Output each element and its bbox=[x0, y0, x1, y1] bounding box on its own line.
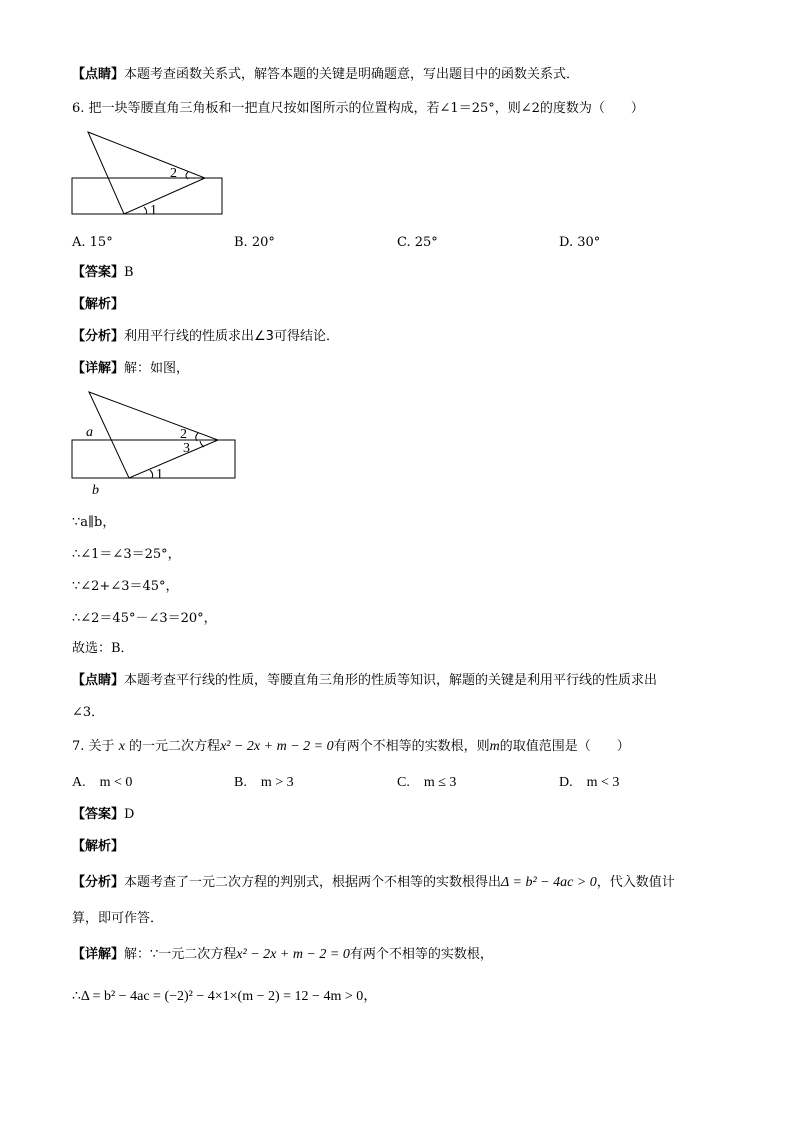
stem-post1: 有两个不相等的实数根，则 bbox=[333, 739, 490, 754]
analysis-tag: 【解析】 bbox=[72, 839, 125, 854]
q7-final-equation: ∴Δ = b² − 4ac = (−2)² − 4×1×(m − 2) = 12 − 4m > 0， bbox=[72, 989, 378, 1004]
angle1-arc bbox=[150, 470, 153, 478]
q6-figure-2 bbox=[70, 388, 250, 498]
q6-analysis-tag bbox=[72, 296, 124, 314]
q6-option-c: C. 25° bbox=[397, 235, 438, 250]
q6-stem: 6. 把一块等腰直角三角板和一把直尺按如图所示的位置构成，若∠1＝25°，则∠2的度数为（ ） bbox=[72, 101, 644, 116]
q7-fenxi bbox=[72, 874, 675, 892]
ruler bbox=[72, 178, 222, 214]
analysis-tag: 【解析】 bbox=[72, 297, 125, 312]
line-a-label: a bbox=[86, 425, 93, 440]
fenxi-equation: Δ = b² − 4ac > 0 bbox=[501, 875, 597, 890]
fenxi-text: 利用平行线的性质求出∠3可得结论． bbox=[124, 329, 339, 344]
answer-value: B bbox=[124, 265, 134, 280]
q7-xiangjie bbox=[72, 946, 493, 964]
xiangjie-text: 解：∵一元二次方程 bbox=[124, 947, 237, 962]
q6-option-a: A. 15° bbox=[72, 235, 113, 250]
comment-text: 本题考查平行线的性质，等腰直角三角形的性质等知识，解题的关键是利用平行线的性质求出 bbox=[124, 673, 658, 688]
line-b-label: b bbox=[92, 483, 99, 498]
fenxi-tag: 【分析】 bbox=[72, 875, 125, 890]
comment-tag: 【点睛】 bbox=[72, 67, 125, 82]
q6-fenxi bbox=[72, 328, 339, 346]
q7-stem bbox=[72, 738, 630, 756]
q6-step-5: 故选：B． bbox=[72, 641, 134, 656]
q5-comment bbox=[72, 66, 579, 84]
xiangjie-text-2: 有两个不相等的实数根， bbox=[349, 947, 493, 962]
answer-tag: 【答案】 bbox=[72, 807, 125, 822]
angle1-label: 1 bbox=[156, 467, 163, 482]
q6-step-1: ∵a∥b， bbox=[72, 515, 116, 530]
fenxi-text: 本题考查了一元二次方程的判别式，根据两个不相等的实数根得出 bbox=[124, 875, 502, 890]
q6-xiangjie bbox=[72, 360, 189, 378]
angle2-label: 2 bbox=[170, 166, 177, 181]
q6-step-2: ∴∠1＝∠3＝25°， bbox=[72, 547, 181, 562]
stem-equation: x² − 2x + m − 2 = 0 bbox=[220, 739, 334, 754]
stem-post2: 的取值范围是（ ） bbox=[499, 739, 630, 754]
q6-comment bbox=[72, 672, 657, 690]
angle2-label: 2 bbox=[180, 427, 187, 442]
stem-var2: m bbox=[489, 739, 500, 754]
angle1-label: 1 bbox=[150, 203, 157, 218]
stem-var: x bbox=[118, 739, 125, 754]
angle3-arc bbox=[200, 441, 204, 447]
xiangjie-text: 解：如图， bbox=[124, 361, 190, 376]
q7-analysis-tag bbox=[72, 838, 124, 856]
answer-value: D bbox=[124, 807, 135, 822]
angle1-arc bbox=[144, 207, 147, 214]
q6-option-b: B. 20° bbox=[234, 235, 275, 250]
q7-option-c: C. m ≤ 3 bbox=[397, 775, 457, 790]
angle3-label: 3 bbox=[183, 441, 190, 456]
q6-step-4: ∴∠2＝45°－∠3＝20°， bbox=[72, 611, 217, 626]
q6-option-d: D. 30° bbox=[559, 235, 601, 250]
comment-tag: 【点睛】 bbox=[72, 673, 125, 688]
q7-option-d: D. m < 3 bbox=[559, 775, 620, 790]
ruler bbox=[72, 440, 235, 478]
q6-comment-line2: ∠3． bbox=[72, 705, 105, 720]
stem-mid: 的一元二次方程 bbox=[129, 739, 221, 754]
q7-option-b: B. m > 3 bbox=[234, 775, 294, 790]
q7-answer bbox=[72, 806, 134, 824]
q6-answer bbox=[72, 264, 134, 282]
q7-option-a: A. m < 0 bbox=[72, 775, 133, 790]
answer-tag: 【答案】 bbox=[72, 265, 125, 280]
xiangjie-tag: 【详解】 bbox=[72, 361, 125, 376]
triangle-board bbox=[89, 392, 218, 478]
xiangjie-tag: 【详解】 bbox=[72, 947, 125, 962]
xiangjie-equation: x² − 2x + m − 2 = 0 bbox=[236, 947, 350, 962]
fenxi-tag: 【分析】 bbox=[72, 329, 125, 344]
q6-step-3: ∵∠2+∠3＝45°， bbox=[72, 579, 179, 594]
q7-fenxi-line2: 算，即可作答． bbox=[72, 911, 164, 926]
stem-pre: 7. 关于 bbox=[72, 739, 115, 754]
comment-text: 本题考查函数关系式，解答本题的关键是明确题意，写出题目中的函数关系式． bbox=[124, 67, 580, 82]
fenxi-text-2: ，代入数值计 bbox=[596, 875, 675, 890]
q6-figure-1 bbox=[70, 128, 230, 218]
